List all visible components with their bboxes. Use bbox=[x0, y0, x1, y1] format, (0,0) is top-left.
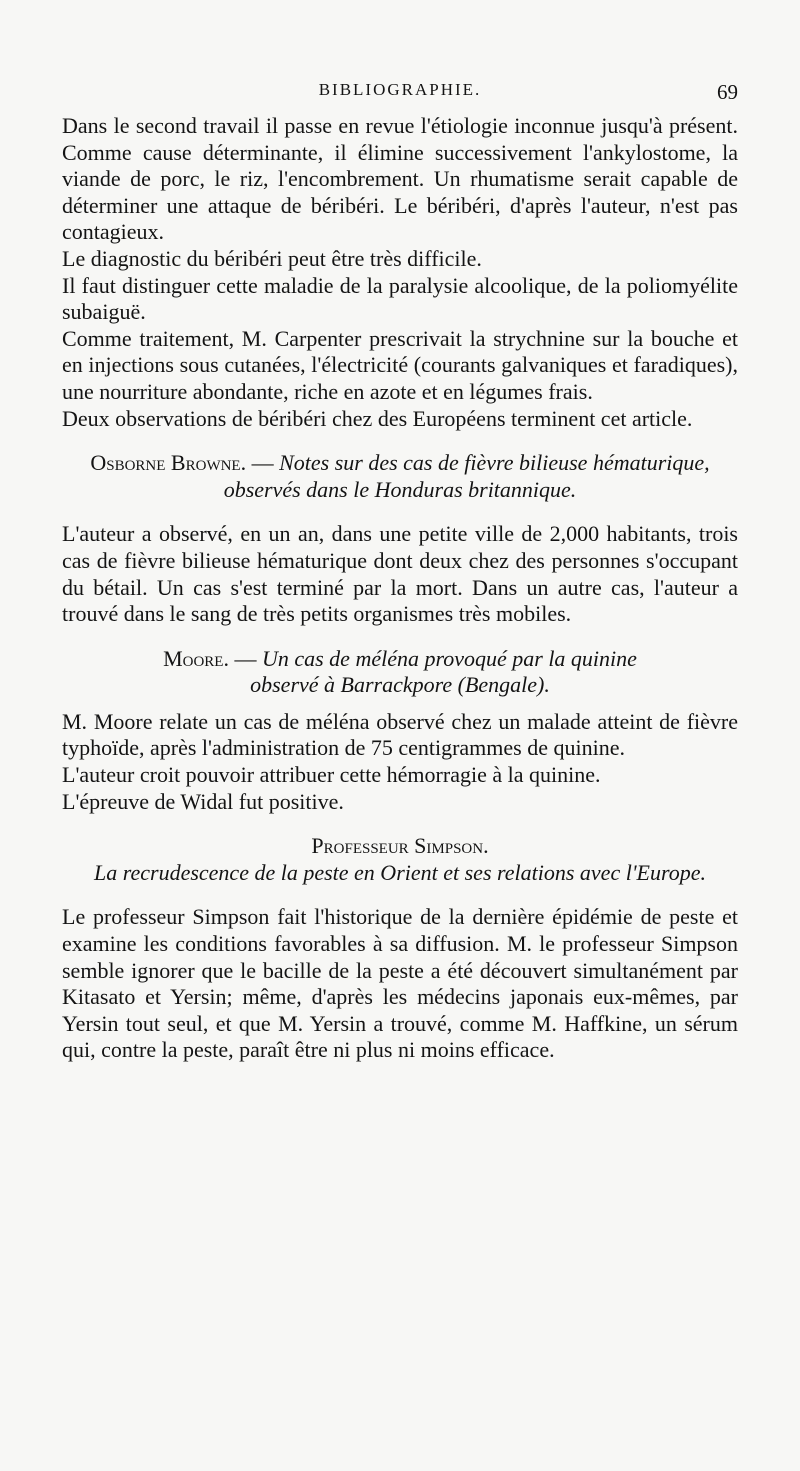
entry-author: Moore. bbox=[163, 645, 229, 671]
entry-heading-browne bbox=[62, 450, 738, 477]
spacer bbox=[62, 628, 738, 646]
spacer bbox=[62, 432, 738, 450]
paragraph: L'auteur a observé, en un an, dans une petite ville de 2,000 habitants, trois cas de fièvre bilieuse hématurique dont deux chez des personnes s'occupant du bétail. Un cas s'est terminé par la mort. Dans un autre cas, l'auteur a trouvé dans le sang de très petits organismes très mobiles. bbox=[62, 521, 738, 627]
paragraph: Il faut distinguer cette maladie de la paralysie alcoolique, de la poliomyélite subaiguë. bbox=[62, 272, 738, 325]
entry-author-simpson: Professeur Simpson. bbox=[311, 833, 489, 859]
spacer bbox=[62, 815, 738, 833]
spacer bbox=[62, 699, 738, 709]
paragraph: L'épreuve de Widal fut positive. bbox=[62, 788, 344, 814]
entry-dash: — bbox=[251, 450, 274, 476]
entry-title: Un cas de méléna provoqué par la quinine bbox=[261, 645, 637, 671]
paragraph: Dans le second travail il passe en revue l'étiologie inconnue jusqu'à présent. Comme cause déterminante, il élimine successivement l'ankylostome, la viande de porc, le riz, l'encombrement. Un rhumatisme serait capable de déterminer une attaque de béribéri. Le béribéri, d'après l'auteur, n'est pas contagieux. bbox=[62, 113, 738, 245]
spacer bbox=[62, 503, 738, 521]
entry-heading-moore bbox=[62, 646, 738, 673]
paragraph: Le professeur Simpson fait l'historique de la dernière épidémie de peste et examine les conditions favorables à sa diffusion. M. le professeur Simpson semble ignorer que le bacille de la peste a été découvert simultanément par Kitasato et Yersin; même, d'après les médecins japonais eux-mêmes, par Yersin tout seul, et que M. Yersin a trouvé, comme M. Haffkine, un sérum qui, contre la peste, paraît être ni plus ni moins efficace. bbox=[62, 904, 738, 1063]
page-body bbox=[62, 113, 738, 1064]
page-number: 69 bbox=[717, 80, 738, 104]
entry-title-continued: observés dans le Honduras britannique. bbox=[223, 476, 577, 502]
spacer bbox=[62, 886, 738, 904]
entry-title-simpson: La recrudescence de la peste en Orient et ses relations avec l'Europe. bbox=[94, 859, 706, 885]
page-header bbox=[62, 80, 738, 110]
paragraph: Le diagnostic du béribéri peut être très difficile. bbox=[62, 245, 482, 271]
entry-title-continued: observé à Barrackpore (Bengale). bbox=[250, 672, 550, 698]
entry-title: Notes sur des cas de fièvre bilieuse hématurique, bbox=[279, 450, 710, 476]
entry-dash: — bbox=[234, 645, 257, 671]
paragraph: Comme traitement, M. Carpenter prescrivait la strychnine sur la bouche et en injections sous cutanées, l'électricité (courants galvaniques et faradiques), une nourriture abondante, riche en azote et en légumes frais. bbox=[62, 325, 738, 404]
paragraph: M. Moore relate un cas de méléna observé chez un malade atteint de fièvre typhoïde, après l'administration de 75 centigrammes de quinine. bbox=[62, 708, 738, 761]
entry-author: Osborne Browne. bbox=[90, 450, 247, 476]
paragraph: L'auteur croit pouvoir attribuer cette hémorragie à la quinine. bbox=[62, 762, 601, 788]
paragraph: Deux observations de béribéri chez des Européens terminent cet article. bbox=[62, 405, 693, 431]
running-title: BIBLIOGRAPHIE. bbox=[318, 80, 482, 99]
